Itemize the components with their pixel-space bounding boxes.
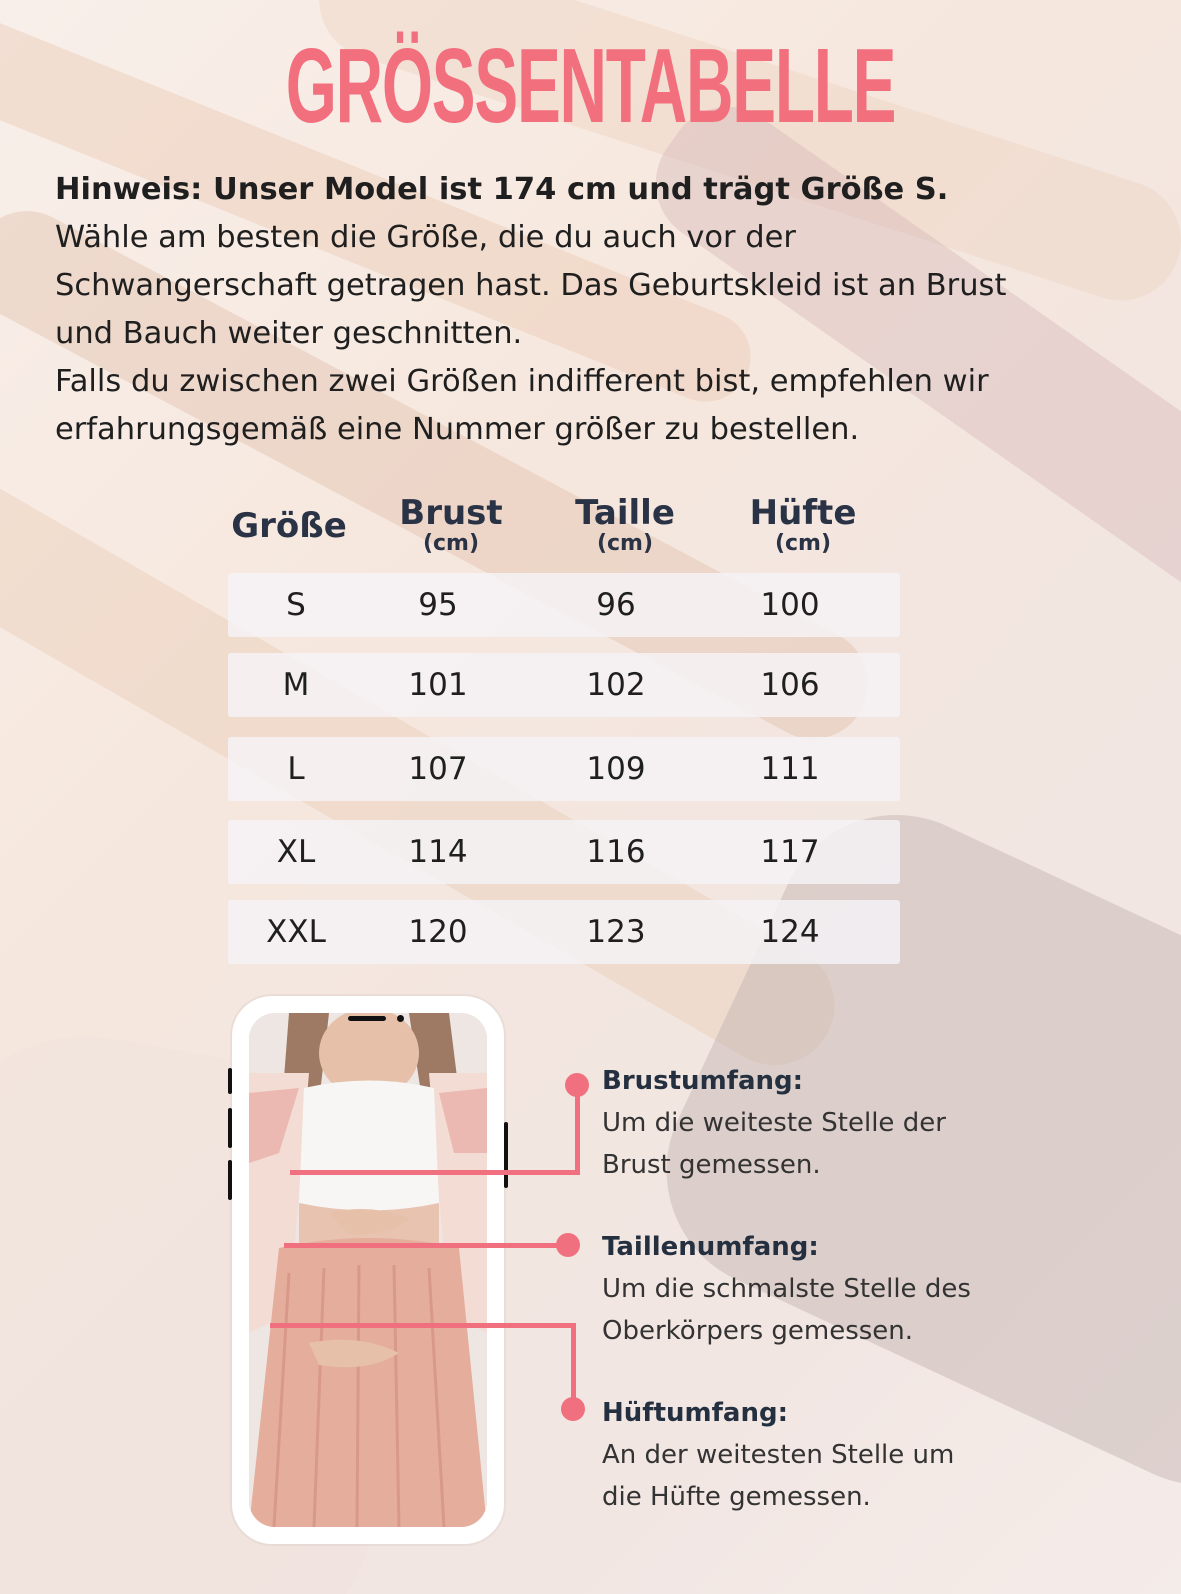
model-illustration bbox=[249, 1013, 487, 1527]
size-table bbox=[228, 488, 900, 950]
waist-line bbox=[284, 1243, 570, 1248]
model-photo bbox=[249, 1013, 487, 1527]
header-size: Größe bbox=[231, 506, 347, 546]
waist-title: Taillenumfang: bbox=[602, 1232, 819, 1262]
bust-callout bbox=[602, 1060, 946, 1186]
intro-paragraph-2: Falls du zwischen zwei Größen indifferent bist, empfehlen wir erfahrungsgemäß eine Nummer größer zu bestellen. bbox=[55, 364, 989, 447]
bust-title: Brustumfang: bbox=[602, 1066, 804, 1096]
hip-connector bbox=[571, 1323, 576, 1407]
phone-notch bbox=[300, 996, 436, 1012]
bust-line bbox=[290, 1170, 580, 1175]
phone-camera bbox=[397, 1015, 404, 1022]
header-waist: Taille (cm) bbox=[575, 493, 675, 556]
waist-desc-2: Oberkörpers gemessen. bbox=[602, 1316, 914, 1346]
smartphone-icon bbox=[232, 996, 504, 1544]
table-row: L 107 109 111 bbox=[228, 737, 900, 801]
waist-callout bbox=[602, 1226, 971, 1352]
header-bust: Brust (cm) bbox=[399, 493, 503, 556]
hip-marker bbox=[561, 1397, 585, 1421]
table-row: S 95 96 100 bbox=[228, 573, 900, 637]
intro-text bbox=[55, 166, 1055, 454]
hip-desc-2: die Hüfte gemessen. bbox=[602, 1482, 871, 1512]
waist-marker bbox=[556, 1233, 580, 1257]
table-row: XL 114 116 117 bbox=[228, 820, 900, 884]
bust-desc-1: Um die weiteste Stelle der bbox=[602, 1108, 946, 1138]
table-row: XXL 120 123 124 bbox=[228, 900, 900, 964]
hip-callout bbox=[602, 1392, 954, 1518]
hip-desc-1: An der weitesten Stelle um bbox=[602, 1440, 955, 1470]
intro-paragraph-1: Wähle am besten die Größe, die du auch vor der Schwangerschaft getragen hast. Das Geburtskleid ist an Brust und Bauch weiter geschnitten. bbox=[55, 220, 1007, 351]
page-title: GRÖSSENTABELLE bbox=[285, 27, 896, 145]
hip-line bbox=[270, 1323, 576, 1328]
phone-side-button bbox=[504, 1122, 508, 1188]
table-header bbox=[228, 488, 900, 570]
waist-desc-1: Um die schmalste Stelle des bbox=[602, 1274, 971, 1304]
bust-marker bbox=[565, 1073, 589, 1097]
bust-connector bbox=[575, 1085, 580, 1175]
model-note: Hinweis: Unser Model ist 174 cm und trägt Größe S. bbox=[55, 172, 949, 207]
hip-title: Hüftumfang: bbox=[602, 1398, 788, 1428]
table-row: M 101 102 106 bbox=[228, 653, 900, 717]
header-hip: Hüfte (cm) bbox=[749, 493, 857, 556]
phone-speaker bbox=[348, 1016, 386, 1021]
bust-desc-2: Brust gemessen. bbox=[602, 1150, 821, 1180]
